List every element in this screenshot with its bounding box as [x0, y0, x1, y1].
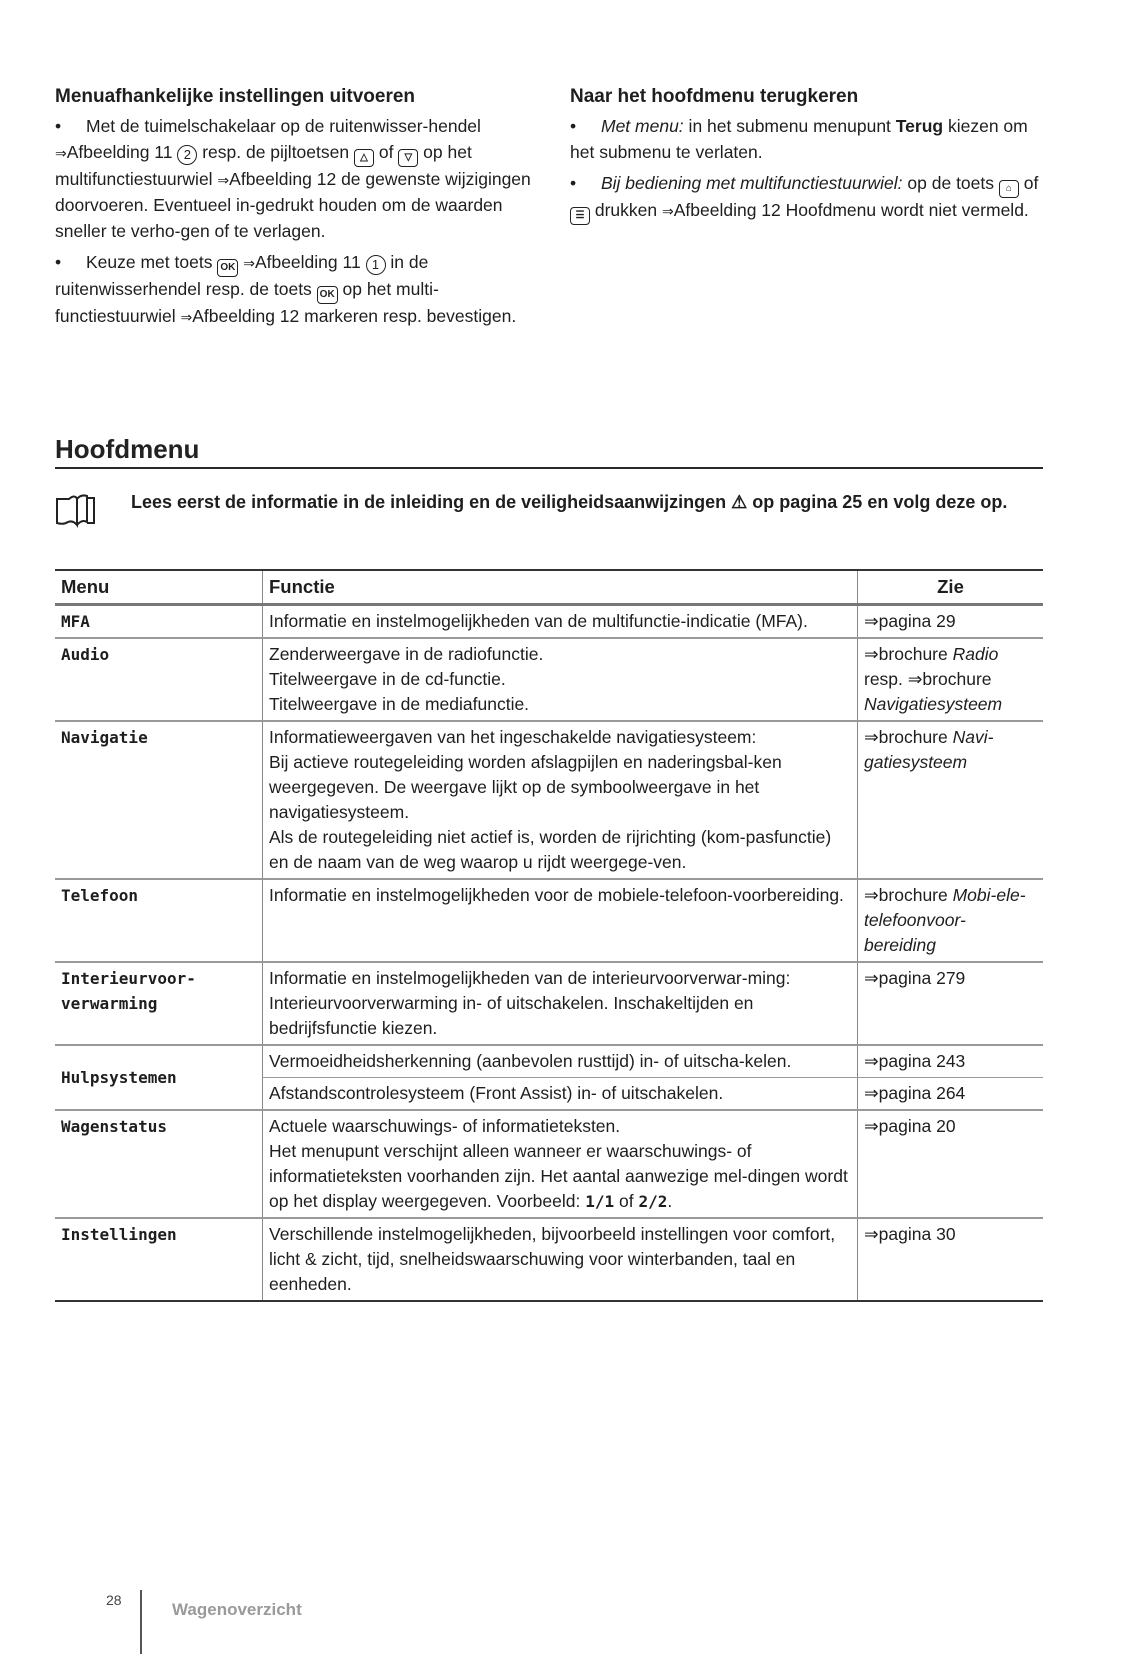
page-reference-link[interactable]: pagina 30: [878, 1224, 956, 1244]
brochure-link[interactable]: Navigatiesysteem: [864, 694, 1003, 714]
table-row: MFA Informatie en instelmogelijkheden van de multifunctie-indicatie (MFA). ⇒pagina 29: [55, 605, 1043, 639]
section-heading: Naar het hoofdmenu terugkeren: [570, 86, 859, 107]
arrow-icon: ⇒: [180, 309, 193, 325]
ok-key-icon: OK: [317, 286, 338, 304]
voice-key-icon: ⌂: [999, 180, 1019, 198]
bullet-paragraph: • Keuze met toets OK ⇒Afbeelding 11 1 in de ruitenwisserhendel resp. de toets OK op het multi-functiestuurwiel ⇒Afbeelding 12 markeren resp. bevestigen.: [55, 252, 517, 326]
arrow-icon: ⇒: [864, 968, 879, 988]
arrow-down-key-icon: ▽: [398, 149, 418, 167]
warning-icon: ⚠: [731, 492, 748, 512]
section-heading: Menuafhankelijke instellingen uitvoeren: [55, 86, 416, 107]
section-menu-settings: [55, 84, 535, 337]
bullet-icon: •: [55, 116, 62, 136]
figure-link[interactable]: Afbeelding 11: [254, 252, 366, 272]
brochure-link[interactable]: Navi-gatiesysteem: [864, 727, 994, 772]
brochure-link[interactable]: Mobi-ele-telefoonvoor-bereiding: [864, 885, 1026, 955]
page-reference-link[interactable]: pagina 243: [878, 1051, 966, 1071]
table-row: Hulpsystemen Vermoeidheidsherkenning (aanbevolen rusttijd) in- of uitscha-kelen. ⇒pagina 243: [55, 1045, 1043, 1078]
arrow-up-key-icon: △: [354, 149, 374, 167]
column-header-menu: Menu: [55, 570, 263, 605]
column-header-zie: Zie: [858, 570, 1044, 605]
brochure-link[interactable]: Radio: [952, 644, 999, 664]
table-row: Instellingen Verschillende instelmogelijkheden, bijvoorbeeld instellingen voor comfort, licht & zicht, tijd, snelheidswaarschuwing voor winterbanden, taal en eenheden. ⇒pagina 30: [55, 1218, 1043, 1301]
figure-link[interactable]: Afbeelding 12: [229, 168, 337, 189]
arrow-icon: ⇒: [864, 1116, 879, 1136]
heading-divider: [55, 467, 1043, 469]
arrow-icon: ⇒: [243, 255, 255, 271]
page-reference-link[interactable]: pagina 279: [878, 968, 966, 988]
page-reference-link[interactable]: pagina 29: [878, 611, 956, 631]
figure-link[interactable]: Afbeelding 11: [66, 141, 178, 162]
bullet-icon: •: [55, 252, 62, 272]
table-row: Telefoon Informatie en instelmogelijkheden voor de mobiele-telefoon-voorbereiding. ⇒brochure Mobi-ele-telefoonvoor-bereiding: [55, 879, 1043, 962]
table-row: Afstandscontrolesysteem (Front Assist) in- of uitschakelen. ⇒pagina 264: [55, 1078, 1043, 1111]
arrow-icon: ⇒: [864, 885, 879, 905]
arrow-icon: ⇒: [661, 203, 674, 219]
page-title: Hoofdmenu: [55, 434, 200, 464]
arrow-icon: ⇒: [864, 611, 879, 631]
menu-item-terug: Terug: [895, 116, 944, 136]
menu-key-icon: ☰: [570, 207, 590, 225]
book-icon: [55, 494, 97, 533]
bullet-icon: •: [570, 116, 577, 136]
page-reference-link[interactable]: pagina 264: [878, 1083, 966, 1103]
column-header-functie: Functie: [263, 570, 858, 605]
ok-key-icon: OK: [217, 259, 238, 277]
arrow-icon: ⇒: [864, 1083, 879, 1103]
arrow-icon: ⇒: [864, 1224, 879, 1244]
section-return-main-menu: [570, 84, 1050, 231]
table-row: Wagenstatus Actuele waarschuwings- of informatieteksten. Het menupunt verschijnt alleen wanneer er waarschuwings- of informatieteksten voorhanden zijn. Het aantal aanwezige mel-dingen wordt op het display weergegeven. Voorbeeld: 1/1 of 2/2. ⇒pagina 20: [55, 1110, 1043, 1218]
arrow-icon: ⇒: [217, 171, 230, 188]
main-menu-table: [55, 569, 1043, 1302]
arrow-icon: ⇒: [864, 644, 879, 664]
page-number: 28: [106, 1592, 122, 1608]
bullet-paragraph: • Met menu: in het submenu menupunt Terug kiezen om het submenu te verlaten.: [570, 116, 1028, 162]
table-row: Navigatie Informatieweergaven van het ingeschakelde navigatiesysteem: Bij actieve routegeleiding worden afslagpijlen en naderingsbal-ken weergegeven. De weergave lijkt op de symboolweergave in het navigatiesysteem. Als de routegeleiding niet actief is, worden de rijrichting (kom-pasfunctie) en de naam van de weg waarop u rijdt weergege-ven. ⇒brochure Navi-gatiesysteem: [55, 721, 1043, 879]
footer-divider: [140, 1590, 142, 1654]
arrow-icon: ⇒: [864, 1051, 879, 1071]
table-row: Audio Zenderweergave in de radiofunctie. Titelweergave in de cd-functie. Titelweergave in de mediafunctie. ⇒brochure Radio resp. ⇒brochure Navigatiesysteem: [55, 638, 1043, 721]
arrow-icon: ⇒: [864, 727, 879, 747]
bullet-icon: •: [570, 173, 577, 193]
page-reference-link[interactable]: pagina 20: [878, 1116, 956, 1136]
figure-link[interactable]: Afbeelding 12: [192, 306, 300, 326]
bullet-paragraph: • Met de tuimelschakelaar op de ruitenwisser-hendel ⇒Afbeelding 11 2 resp. de pijltoetsen △ of ▽ op het multifunctiestuurwiel ⇒Afbeelding 12 de gewenste wijzigingen doorvoeren. Eventueel in-gedrukt houden om de waarden sneller te verho-gen of te verlagen.: [55, 116, 531, 241]
footer-section-title: Wagenoverzicht: [172, 1600, 302, 1619]
bullet-paragraph: • Bij bediening met multifunctiestuurwiel: op de toets ⌂ of ☰ drukken ⇒Afbeelding 12 Hoofdmenu wordt niet vermeld.: [570, 171, 1050, 225]
arrow-icon: ⇒: [55, 144, 67, 161]
callout-number-icon: 2: [177, 145, 197, 165]
callout-number-icon: 1: [366, 255, 386, 275]
table-row: Interieurvoor-verwarming Informatie en instelmogelijkheden van de interieurvoorverwar-ming: Interieurvoorverwarming in- of uitschakelen. Inschakeltijden en bedrijfsfunctie kiezen. ⇒pagina 279: [55, 962, 1043, 1045]
